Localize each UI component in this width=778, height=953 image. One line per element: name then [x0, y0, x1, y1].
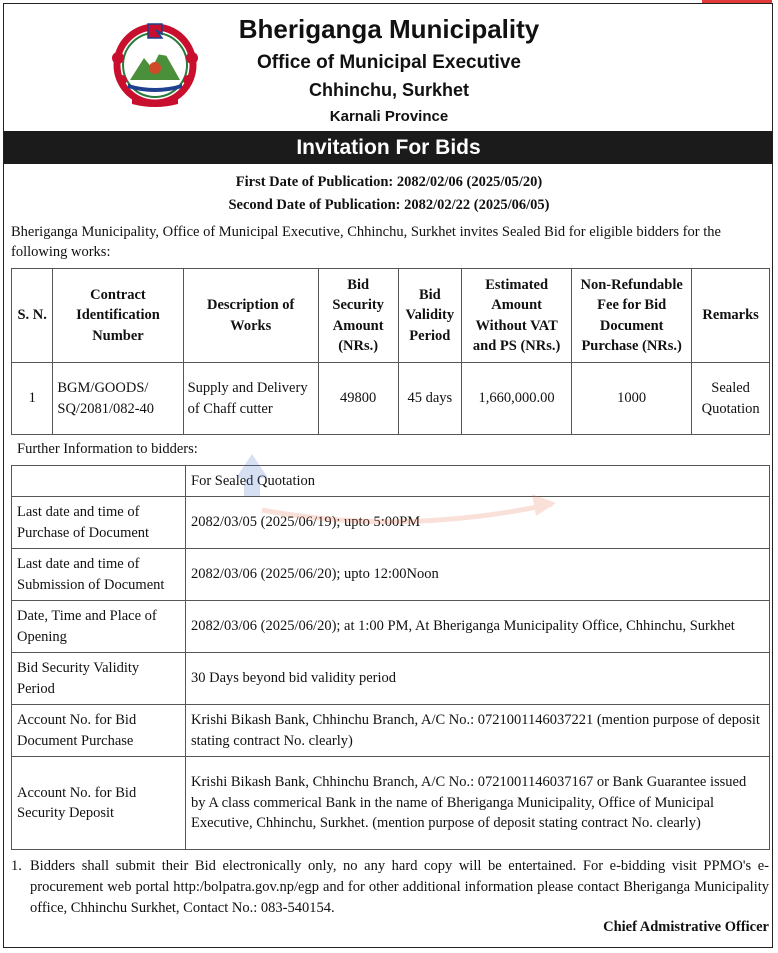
- info-value: For Sealed Quotation: [186, 466, 770, 497]
- info-value: 2082/03/06 (2025/06/20); at 1:00 PM, At Bheriganga Municipality Office, Chhinchu, Surkhet: [186, 601, 770, 653]
- intro-paragraph: Bheriganga Municipality, Office of Municipal Executive, Chhinchu, Surkhet invites Sealed Bid for eligible bidders for the following works:: [11, 224, 721, 260]
- cell-estimated: 1,660,000.00: [462, 363, 572, 435]
- info-row: [12, 601, 770, 653]
- col-description: Description of Works: [183, 269, 318, 363]
- col-remarks: Remarks: [692, 269, 770, 363]
- col-sn: S. N.: [12, 269, 53, 363]
- info-value: Krishi Bikash Bank, Chhinchu Branch, A/C No.: 0721001146037221 (mention purpose of deposit stating contract No. clearly): [186, 705, 770, 757]
- note-number: 1.: [11, 858, 22, 874]
- office-name: Office of Municipal Executive: [257, 52, 521, 73]
- works-table: [11, 268, 770, 435]
- signature-title: Chief Admistrative Officer: [603, 919, 769, 935]
- info-label: Account No. for Bid Document Purchase: [12, 705, 186, 757]
- info-label: Bid Security Validity Period: [12, 653, 186, 705]
- col-fee: Non-Refundable Fee for Bid Document Purchase (NRs.): [572, 269, 692, 363]
- col-bid-security: Bid Security Amount (NRs.): [318, 269, 398, 363]
- note-text: Bidders shall submit their Bid electronically only, no any hard copy will be entertained. For e-bidding visit PPMO's e-procurement web portal http:/bolpatra.gov.np/egp and for other additional information please contact Bheriganga Municipality office, Chhinchu Surkhet, Contact No.: 083-540154.: [30, 858, 769, 916]
- info-value: 30 Days beyond bid validity period: [186, 653, 770, 705]
- info-value: 2082/03/05 (2025/06/19); upto 5:00PM: [186, 497, 770, 549]
- col-estimated: Estimated Amount Without VAT and PS (NRs.): [462, 269, 572, 363]
- second-publication-date: Second Date of Publication: 2082/02/22 (2025/06/05): [228, 197, 550, 213]
- first-publication-date: First Date of Publication: 2082/02/06 (2025/05/20): [235, 174, 543, 190]
- info-row: [12, 497, 770, 549]
- info-row-header: [12, 466, 770, 497]
- top-edge-mark: [702, 0, 772, 3]
- cell-remarks: Sealed Quotation: [692, 363, 770, 435]
- info-value: Krishi Bikash Bank, Chhinchu Branch, A/C No.: 0721001146037167 or Bank Guarantee issued by A class commerical Bank in the name of Bheriganga Municipality, Office of Municipal Executive, Chhinchu, Surkhet. (mention purpose of deposit stating contract No. clearly): [186, 757, 770, 850]
- notice-banner: Invitation For Bids: [4, 131, 773, 164]
- cell-bid-security: 49800: [318, 363, 398, 435]
- info-row: [12, 549, 770, 601]
- cell-validity: 45 days: [398, 363, 462, 435]
- info-label: Date, Time and Place of Opening: [12, 601, 186, 653]
- cell-description: Supply and Delivery of Chaff cutter: [183, 363, 318, 435]
- office-location: Chhinchu, Surkhet: [308, 80, 469, 100]
- cell-fee: 1000: [572, 363, 692, 435]
- info-row: [12, 705, 770, 757]
- works-table-header: [12, 269, 770, 363]
- info-row: [12, 757, 770, 850]
- further-info-label: Further Information to bidders:: [17, 441, 198, 457]
- info-table: [11, 465, 770, 850]
- col-contract-id: Contract Identification Number: [53, 269, 183, 363]
- cell-sn: 1: [12, 363, 53, 435]
- info-label: Last date and time of Purchase of Document: [12, 497, 186, 549]
- info-row: [12, 653, 770, 705]
- table-row: [12, 363, 770, 435]
- col-validity: Bid Validity Period: [398, 269, 462, 363]
- bidder-note: [11, 856, 769, 919]
- info-value: 2082/03/06 (2025/06/20); upto 12:00Noon: [186, 549, 770, 601]
- info-label: Last date and time of Submission of Document: [12, 549, 186, 601]
- org-name: Bheriganga Municipality: [238, 14, 540, 44]
- info-label: Account No. for Bid Security Deposit: [12, 757, 186, 850]
- info-label: [12, 466, 186, 497]
- cell-contract-id: BGM/GOODS/ SQ/2081/082-40: [53, 363, 183, 435]
- province-name: Karnali Province: [329, 108, 449, 125]
- letterhead: [4, 4, 772, 132]
